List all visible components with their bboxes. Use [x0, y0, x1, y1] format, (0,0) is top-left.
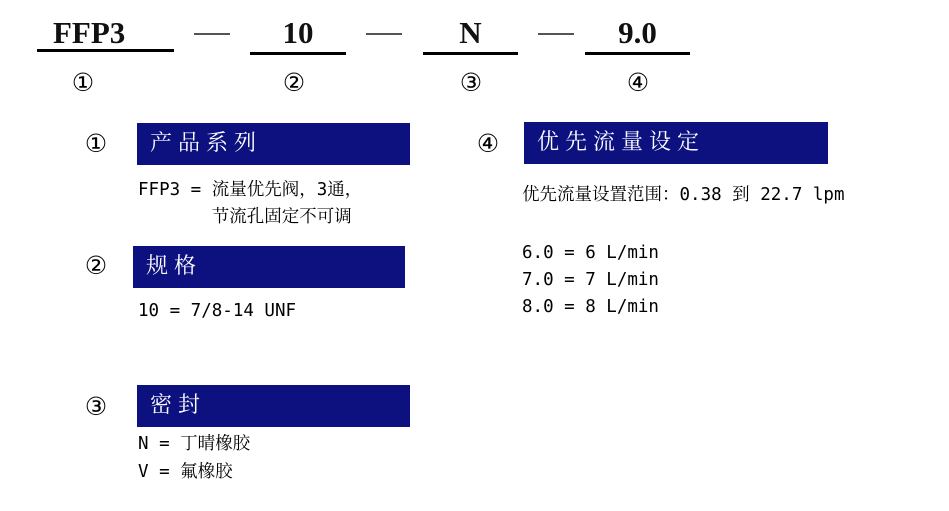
code-segment-size: 10	[250, 14, 346, 55]
size-line-1: 10 = 7/8-14 UNF	[138, 301, 297, 321]
series-line-1: FFP3 = 流量优先阀，3通，	[138, 180, 363, 200]
series-header: 产品系列	[137, 123, 410, 165]
flow-range-text: 优先流量设置范围：0.38 到 22.7 lpm	[522, 185, 845, 205]
flow-header: 优先流量设定	[524, 122, 828, 164]
size-marker: ②	[84, 251, 108, 280]
code-separator	[194, 33, 230, 35]
series-line-2: 节流孔固定不可调	[138, 207, 352, 227]
code-marker-3: ③	[459, 68, 483, 97]
seal-header: 密封	[137, 385, 410, 427]
code-marker-4: ④	[626, 68, 650, 97]
code-marker-2: ②	[282, 68, 306, 97]
flow-option-3: 8.0 = 8 L/min	[522, 297, 659, 317]
code-separator	[538, 33, 574, 35]
seal-line-1: N = 丁晴橡胶	[138, 434, 251, 454]
code-segment-flow: 9.0	[585, 14, 690, 55]
series-marker: ①	[84, 129, 108, 158]
code-marker-1: ①	[71, 68, 95, 97]
seal-line-2: V = 氟橡胶	[138, 462, 233, 482]
size-header: 规格	[133, 246, 405, 288]
code-segment-series: FFP3	[37, 14, 174, 52]
flow-option-1: 6.0 = 6 L/min	[522, 243, 659, 263]
seal-marker: ③	[84, 392, 108, 421]
code-separator	[366, 33, 402, 35]
flow-marker: ④	[476, 129, 500, 158]
flow-option-2: 7.0 = 7 L/min	[522, 270, 659, 290]
code-segment-seal: N	[423, 14, 518, 55]
